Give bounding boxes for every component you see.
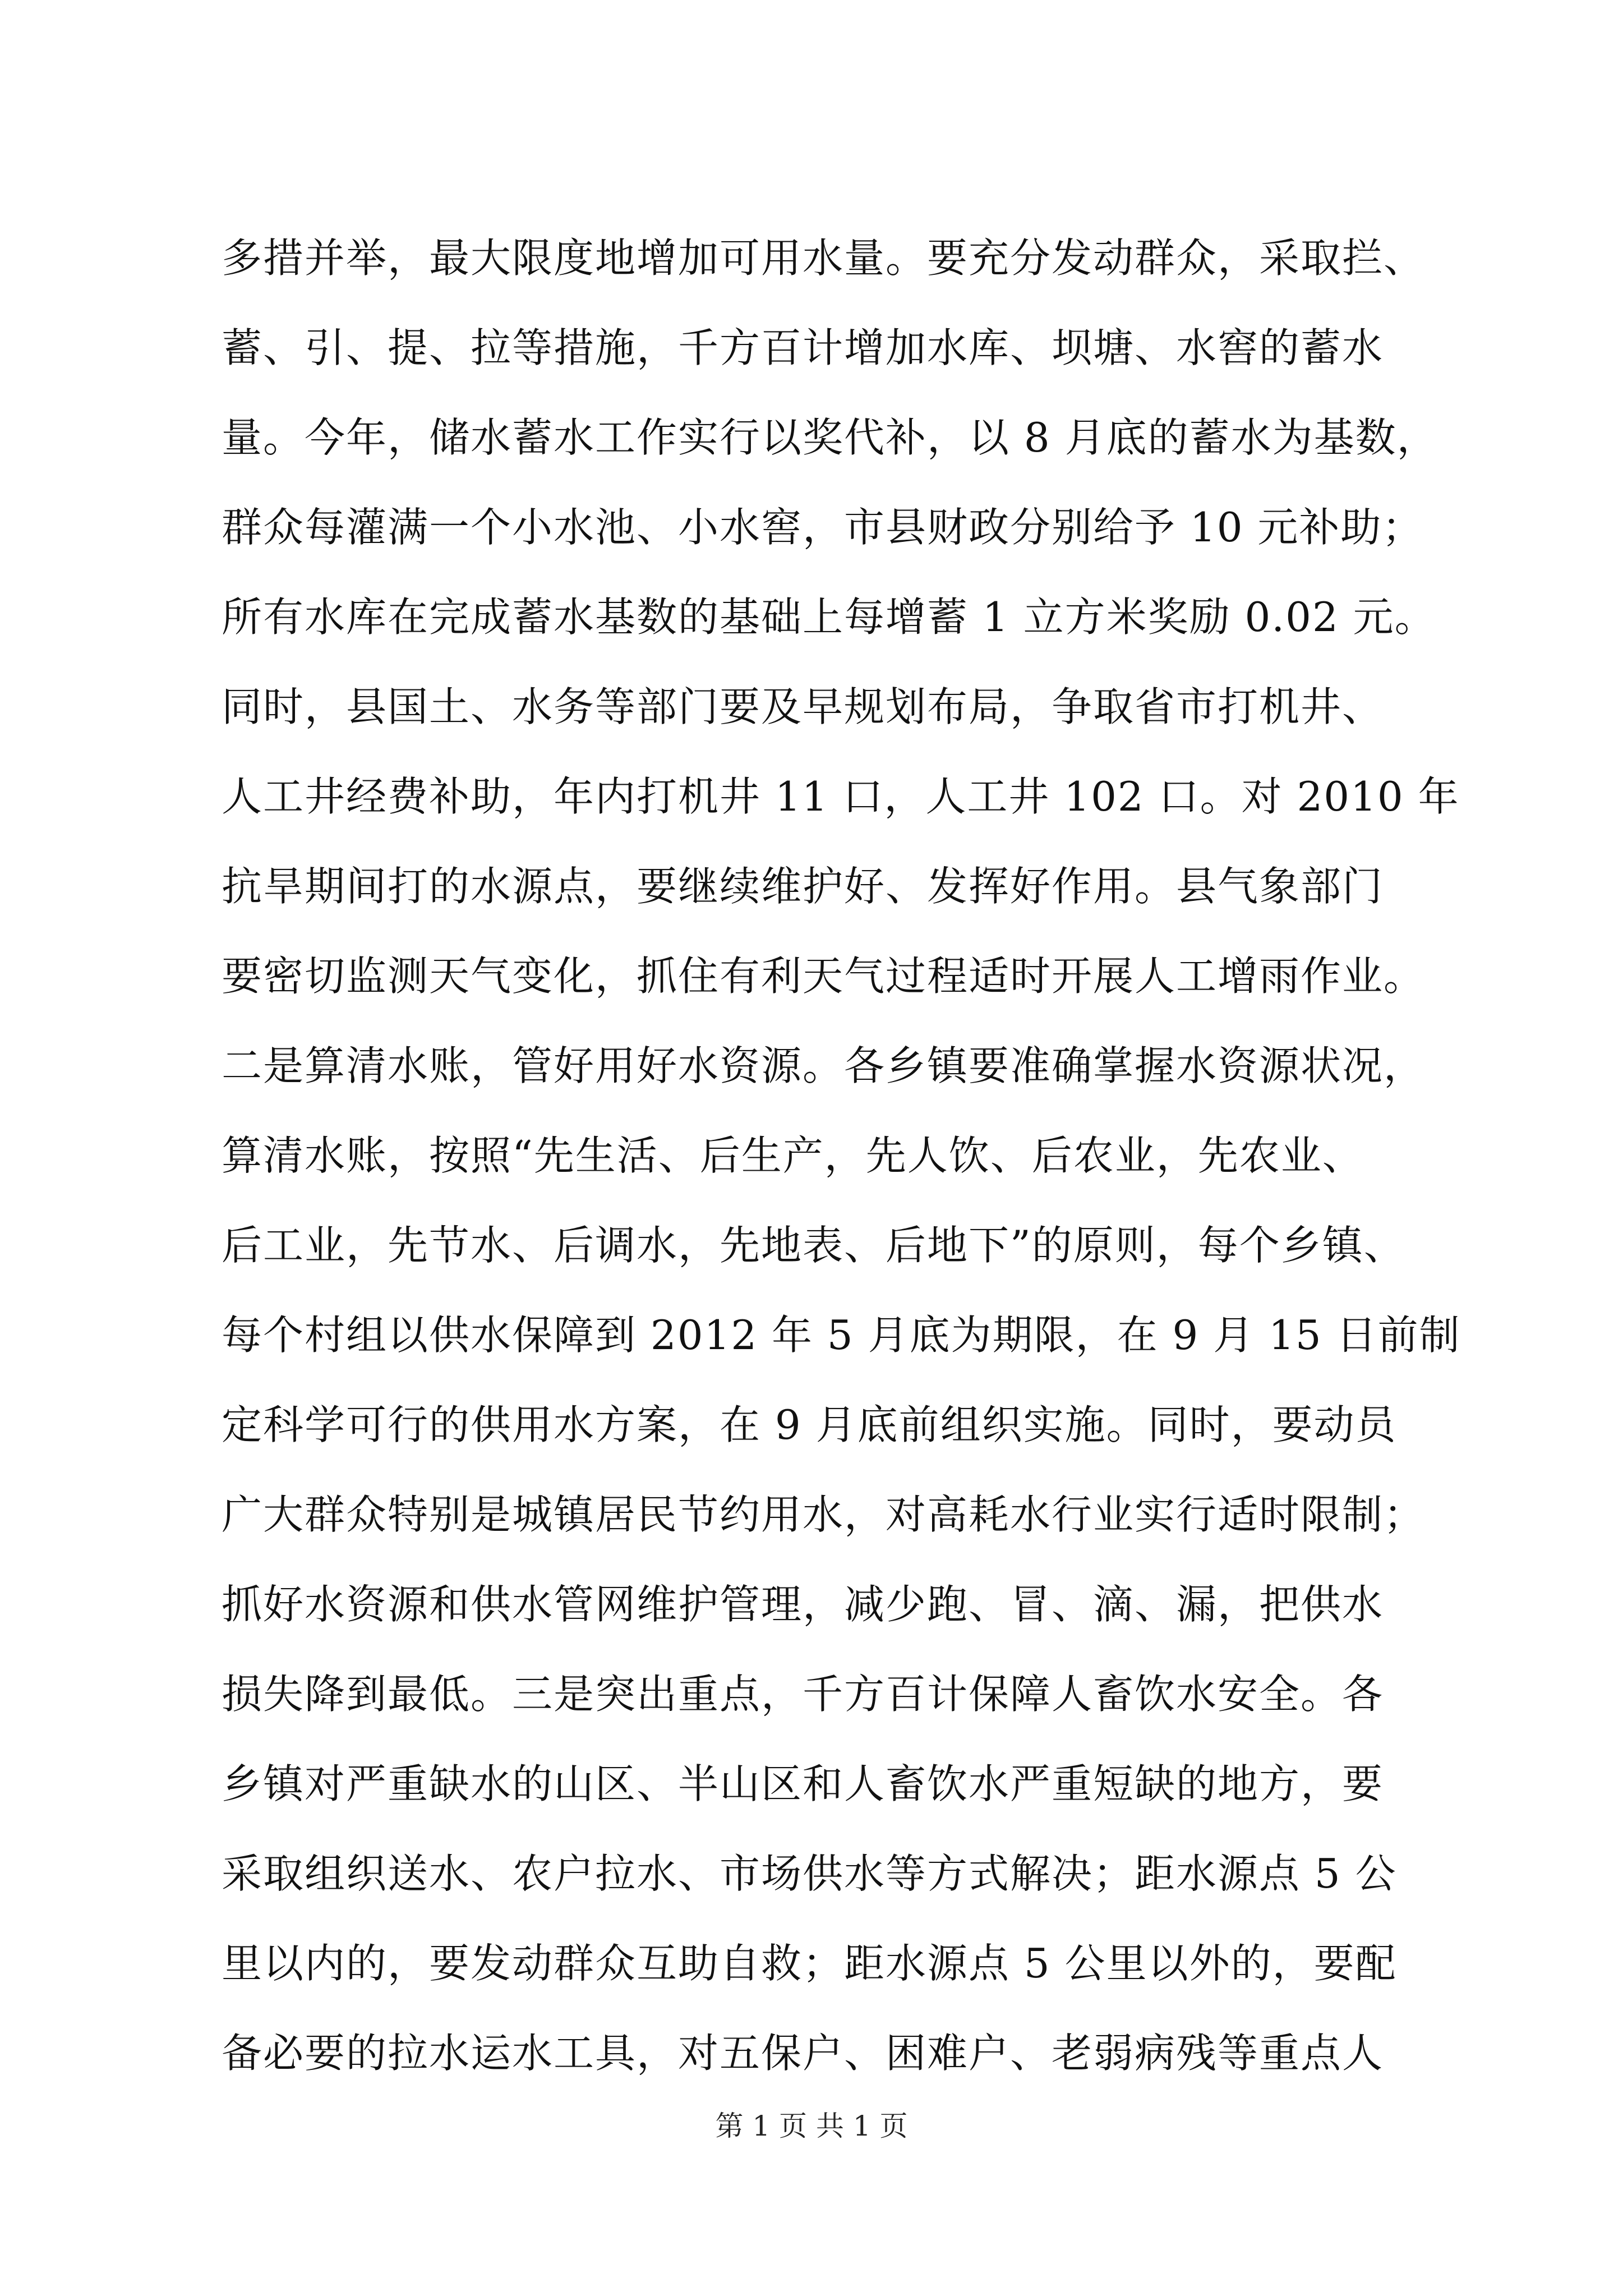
- text-line: 蓄、引、提、拉等措施，千方百计增加水库、坝塘、水窖的蓄水: [222, 324, 1384, 371]
- text-line: 抓好水资源和供水管网维护管理，减少跑、冒、滴、漏，把供水: [222, 1581, 1384, 1628]
- text-line: 损失降到最低。三是突出重点，千方百计保障人畜饮水安全。各: [222, 1671, 1384, 1718]
- text-line: 定科学可行的供用水方案，在 9 月底前组织实施。同时，要动员: [222, 1401, 1397, 1448]
- text-line: 量。今年，储水蓄水工作实行以奖代补，以 8 月底的蓄水为基数，: [222, 414, 1438, 461]
- text-line: 二是算清水账，管好用好水资源。各乡镇要准确掌握水资源状况，: [222, 1042, 1426, 1089]
- text-line: 人工井经费补助，年内打机井 11 口，人工井 102 口。对 2010 年: [222, 773, 1460, 820]
- text-line: 群众每灌满一个小水池、小水窖，市县财政分别给予 10 元补助；: [222, 504, 1424, 551]
- text-line: 多措并举，最大限度地增加可用水量。要充分发动群众，采取拦、: [222, 234, 1426, 282]
- text-line: 里以内的，要发动群众互助自救；距水源点 5 公里以外的，要配: [222, 1940, 1397, 1987]
- text-line: 所有水库在完成蓄水基数的基础上每增蓄 1 立方米奖励 0.02 元。: [222, 593, 1436, 641]
- text-line: 乡镇对严重缺水的山区、半山区和人畜饮水严重短缺的地方，要: [222, 1760, 1384, 1807]
- text-line: 抗旱期间打的水源点，要继续维护好、发挥好作用。县气象部门: [222, 863, 1384, 910]
- text-line: 算清水账，按照“先生活、后生产，先人饮、后农业，先农业、: [222, 1132, 1364, 1179]
- text-line: 后工业，先节水、后调水，先地表、后地下”的原则，每个乡镇、: [222, 1222, 1405, 1269]
- text-line: 每个村组以供水保障到 2012 年 5 月底为期限，在 9 月 15 日前制: [222, 1312, 1461, 1359]
- page-footer: [0, 2106, 1623, 2146]
- text-line: 广大群众特别是城镇居民节约用水，对高耗水行业实行适时限制；: [222, 1491, 1426, 1538]
- text-line: 备必要的拉水运水工具，对五保户、困难户、老弱病残等重点人: [222, 2030, 1384, 2077]
- text-line: 采取组织送水、农户拉水、市场供水等方式解决；距水源点 5 公: [222, 1850, 1397, 1897]
- text-line: 要密切监测天气变化，抓住有利天气过程适时开展人工增雨作业。: [222, 953, 1426, 1000]
- text-line: 同时，县国土、水务等部门要及早规划布局，争取省市打机井、: [222, 683, 1384, 730]
- page-number-label: 第 1 页 共 1 页: [715, 2110, 908, 2142]
